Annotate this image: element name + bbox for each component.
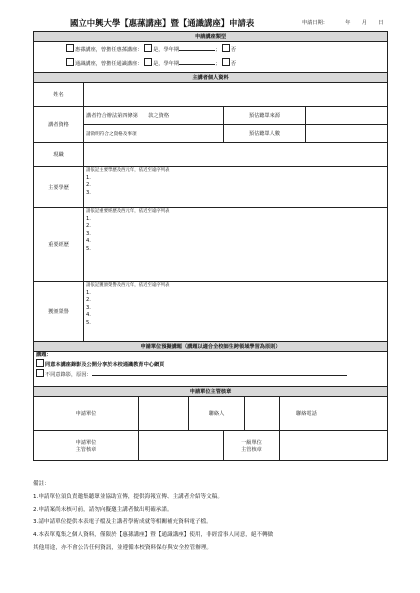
position-label: 現職 [34, 143, 84, 167]
general-term-field[interactable] [179, 59, 215, 65]
note-item: 其他用途，亦不會公告任何資訊，並遵循本校資料保存與安全控管辦理。 [33, 544, 213, 551]
contact-label: 聯絡人 [189, 397, 245, 431]
unit-label: 申請單位 [34, 397, 139, 431]
form-title: 國立中興大學【惠蓀講座】暨【通識講座】申請表 [70, 18, 255, 28]
supervisor-header: 申請單位主管核章 [34, 387, 388, 397]
general-no-label: 否 [230, 61, 237, 67]
lecture-type-options [34, 42, 388, 73]
notes-section [33, 478, 393, 555]
date-month: 月 [361, 20, 367, 26]
qualification-text: 講者符合辦法第四條第 款之資格 [84, 107, 224, 125]
audience-count-field[interactable] [306, 125, 388, 143]
contact-field[interactable] [245, 397, 280, 431]
awards-label: 獲頒榮譽 [34, 282, 84, 342]
general-yes-checkbox[interactable] [144, 58, 152, 66]
experience-note: 請依記重要經歷及西元年，依近至遠序列表 [86, 209, 170, 214]
lecture-type-option: 惠蓀講座，曾擔任惠蓀講座： 是，學年期 ； 否 [36, 43, 385, 57]
list-item: 4. [86, 312, 91, 318]
first-level-stamp-field[interactable] [280, 431, 388, 461]
note-item: 2.申請案尚未核可前，請勿向擬邀主講者做出明確承諾。 [33, 506, 173, 513]
disagree-recording-checkbox[interactable] [36, 369, 44, 377]
qualification-note: 請敘明符合之資格及事項 [84, 125, 224, 143]
phone-label: 聯絡電話 [280, 397, 388, 431]
date-year: 年 [345, 20, 351, 26]
unit-head-stamp-field[interactable] [139, 431, 224, 461]
experience-label: 重要經歷 [34, 208, 84, 282]
form-header [32, 17, 392, 31]
unit-head-label-line1: 申請單位 [75, 439, 97, 446]
list-item: 1. [86, 215, 91, 222]
huisun-yes-label: 是，學年期 [153, 47, 180, 53]
first-level-label-line2: 主管核章 [241, 446, 262, 453]
lecture-type-option: 通識講座，曾擔任通識講座： 是，學年期 ； 否 [36, 57, 385, 71]
first-level-label-line1: 一級單位 [241, 439, 262, 446]
issue-section [34, 352, 388, 387]
list-item: 4. [86, 238, 91, 244]
huisun-label: 惠蓀講座，曾擔任惠蓀講座： [75, 47, 143, 53]
disagree-recording-label: 不同意錄影，原因： [45, 372, 92, 378]
awards-note: 請依記獲頒榮譽及西元年，依近至遠序列表 [86, 283, 170, 288]
education-list[interactable] [84, 167, 388, 208]
issue-label: 講題： [36, 352, 52, 358]
agree-recording-label: 同意本講座錄影及公開分享於本校通識教育中心網頁 [45, 362, 165, 368]
experience-list[interactable] [84, 208, 388, 282]
note-item: 3.請申請單位提供本表電子檔及主講者學術成就等相關補充資料電子檔。 [33, 519, 212, 526]
position-field[interactable] [84, 143, 388, 167]
date-day: 日 [378, 20, 384, 26]
issue-header: 申請單位預擬講題（講題以適合全校師生跨領域學習為原則） [34, 342, 388, 352]
date-label: 申請日期： [302, 20, 328, 26]
notes-title: 備註： [33, 481, 50, 487]
unit-field[interactable] [139, 397, 189, 431]
audience-source-field[interactable] [306, 107, 388, 125]
list-item: 2. [86, 223, 91, 229]
personal-info-header: 主講者個人資料 [34, 73, 388, 83]
list-item: 2. [86, 297, 91, 303]
huisun-no-label: 否 [230, 47, 237, 53]
first-level-label [224, 431, 280, 461]
list-item: 1. [86, 174, 91, 181]
huisun-no-checkbox[interactable] [222, 44, 230, 52]
unit-head-label [34, 431, 139, 461]
huisun-term-field[interactable] [179, 45, 215, 51]
general-label: 通識講座，曾擔任通識講座： [75, 61, 143, 67]
audience-source-label: 預估聽眾來源 [224, 107, 306, 125]
disagree-reason-field[interactable] [92, 370, 347, 376]
huisun-yes-checkbox[interactable] [144, 44, 152, 52]
agree-recording-checkbox[interactable] [36, 359, 44, 367]
qualification-label: 講者資格 [34, 107, 84, 143]
list-item: 5. [86, 245, 91, 252]
general-yes-label: 是，學年期 [153, 61, 180, 67]
list-item: 2. [86, 182, 91, 188]
application-date [302, 19, 384, 26]
list-item: 3. [86, 230, 91, 237]
list-item: 1. [86, 289, 91, 296]
audience-count-label: 預估聽眾人數 [224, 125, 306, 143]
general-no-checkbox[interactable] [222, 58, 230, 66]
huisun-checkbox[interactable] [66, 44, 74, 52]
list-item: 3. [86, 189, 91, 196]
application-table [33, 31, 388, 461]
unit-head-label-line2: 主管核章 [75, 446, 97, 453]
note-item: 1.申請單位須負責邀集聽眾並協助宣傳，提供海報宣傳、主講者介紹等文稿。 [33, 493, 223, 500]
education-label: 主要學歷 [34, 167, 84, 208]
note-item: 4.本表單蒐集之個人資料，僅限於【惠蓀講座】暨【通識講座】使用，非經當事人同意，絕不轉做 [33, 532, 274, 539]
list-item: 3. [86, 304, 91, 311]
general-checkbox[interactable] [66, 58, 74, 66]
name-field[interactable] [84, 83, 388, 107]
name-label: 姓名 [34, 83, 84, 107]
lecture-type-header: 申請講座類型 [34, 32, 388, 42]
awards-list[interactable] [84, 282, 388, 342]
list-item: 5. [86, 319, 91, 326]
education-note: 請依記主要學歷及西元年，依近至遠序列表 [86, 168, 170, 173]
